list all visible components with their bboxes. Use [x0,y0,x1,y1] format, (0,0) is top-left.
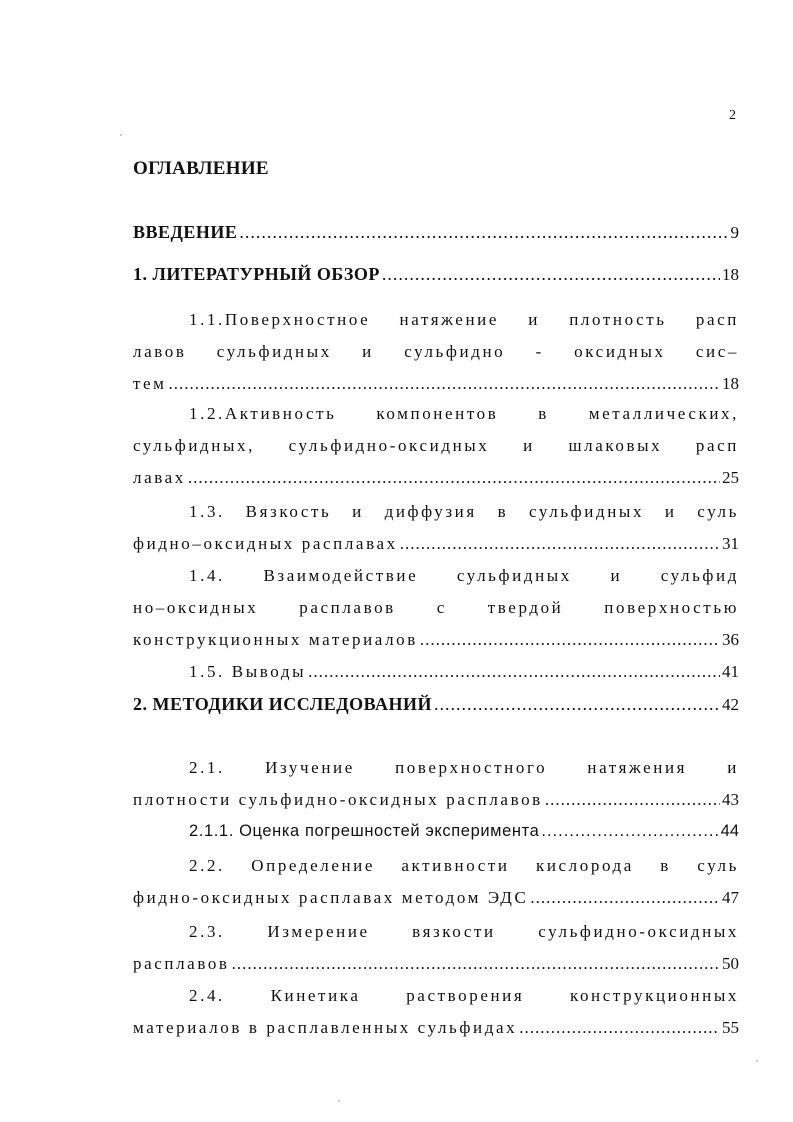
toc-page-number: 47 [722,888,739,907]
leader-dots [232,954,720,974]
toc-entry-line: 1.4. Взаимодействие сульфидных и сульфид [189,566,739,585]
toc-entry-line: 2.4. Кинетика растворения конструкционных [189,986,739,1005]
toc-page-number: 36 [722,630,739,649]
toc-entry-line: лавов сульфидных и сульфидно - оксидных сис– [133,342,739,361]
leader-dots [188,468,720,488]
toc-entry-title: 1.5. Выводы [189,662,307,681]
leader-dots [169,374,720,394]
page-number: 2 [729,108,736,123]
toc-page-number: 18 [722,265,739,284]
toc-page-number: 43 [722,790,739,809]
leader-dots [308,662,720,682]
leader-dots [239,222,728,243]
toc-entry-title: 2.1.1. Оценка погрешностей эксперимента [189,822,540,840]
scan-speck [338,1100,340,1102]
toc-page-number: 55 [722,1018,739,1037]
toc-entry-line: 2.3. Измерение вязкости сульфидно-оксидных [189,922,739,941]
leader-dots [545,790,720,810]
leader-dots [434,694,720,715]
toc-entry-line: 2.1. Изучение поверхностного натяжения и [189,758,739,777]
toc-page-number: 41 [722,662,739,681]
leader-dots [530,888,720,908]
toc-page-number: 50 [722,954,739,973]
toc-entry-line: 1.2.Активность компонентов в металлических, [189,404,739,423]
leader-dots [382,264,720,285]
toc-entry-line: 2.2. Определение активности кислорода в суль [189,856,739,875]
toc-page-number: 31 [722,534,739,553]
leader-dots [519,1018,720,1038]
leader-dots [541,822,718,841]
toc-page-number: 44 [720,822,739,840]
toc-page-number: 42 [722,695,739,714]
scan-speck [120,134,122,136]
leader-dots [420,630,720,650]
toc-entry-line: конструкционных материалов [133,630,418,649]
toc-entry-line: фидно–оксидных расплавах [133,534,398,553]
toc-entry-line: фидно-оксидных расплавах методом ЭДС [133,888,529,907]
toc-entry-line: тем [133,374,167,393]
toc-entry-line: 1.3. Вязкость и диффузия в сульфидных и суль [189,502,739,521]
toc-entry-line: материалов в расплавленных сульфидах [133,1018,518,1037]
scan-speck [756,1060,758,1062]
toc-page-number: 18 [722,374,739,393]
toc-entry-line: плотности сульфидно-оксидных расплавов [133,790,543,809]
page-title: ОГЛАВЛЕНИЕ [133,158,269,179]
toc-entry-title: 2. МЕТОДИКИ ИССЛЕДОВАНИЙ [133,694,433,714]
leader-dots [400,534,720,554]
toc-entry-line: сульфидных, сульфидно-оксидных и шлаковых расп [133,436,739,455]
toc-entry-line: 1.1.Поверхностное натяжение и плотность расп [189,310,739,329]
toc-entry-title: 1. ЛИТЕРАТУРНЫЙ ОБЗОР [133,264,380,284]
toc-entry-title: ВВЕДЕНИЕ [133,222,238,242]
toc-entry-line: лавах [133,468,186,487]
toc-entry-line: но–оксидных расплавов с твердой поверхностью [133,598,739,617]
toc-page-number: 9 [730,223,739,242]
toc-entry-line: расплавов [133,954,230,973]
toc-page-number: 25 [722,468,739,487]
